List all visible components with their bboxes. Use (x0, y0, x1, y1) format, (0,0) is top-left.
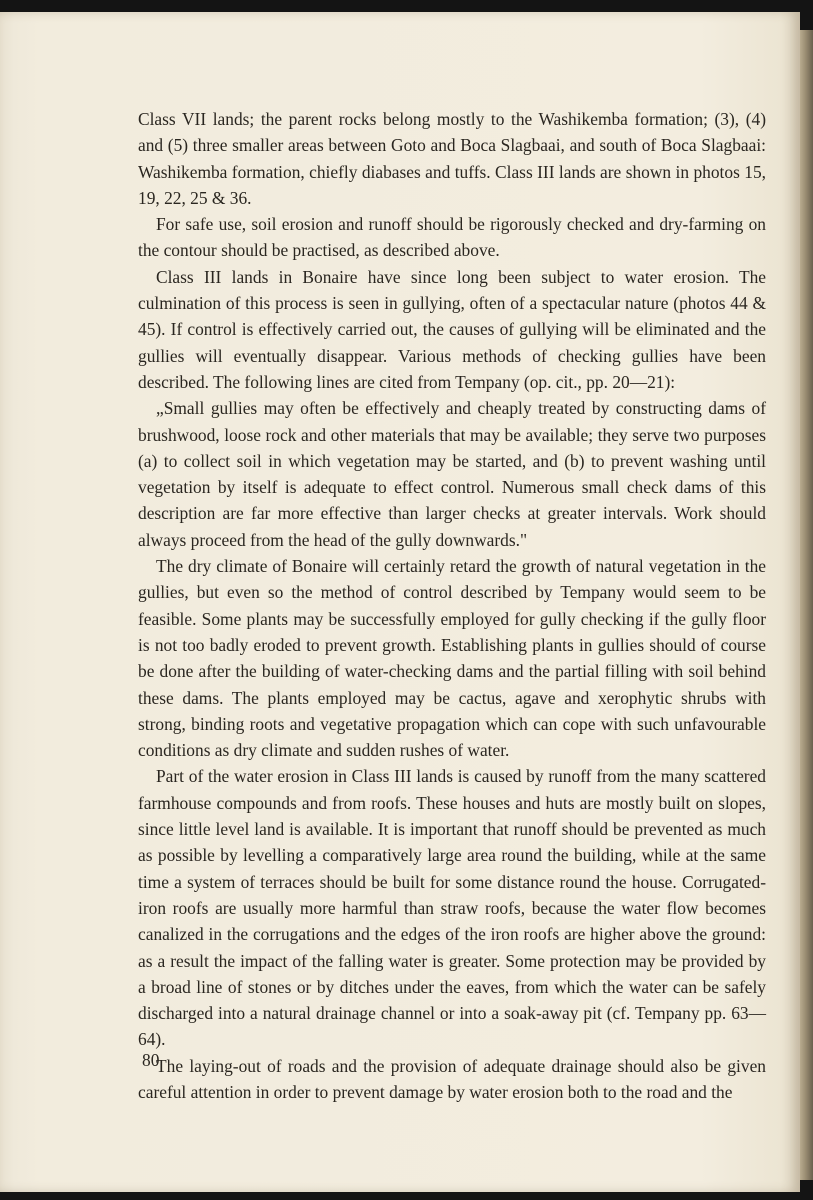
body-text (138, 106, 766, 1105)
paragraph-safe-use: For safe use, soil erosion and runoff should be rigorously checked and dry-farming on the contour should be practised, as described above. (138, 214, 766, 261)
paragraph-class-vii: Class VII lands; the parent rocks belong mostly to the Washikemba formation; (3), (4) and (5) three smaller areas between Goto and Boca Slagbaai, and south of Boca Slagbaai: Washikemba formation, chiefly diabases and tuffs. Class III lands are shown in photos 15, 19, 22, 25 & 36. (138, 109, 766, 208)
paragraph-tempany-quote: „Small gullies may often be effectively and cheaply treated by constructing dams of brushwood, loose rock and other materials that may be available; they serve two purposes (a) to collect soil in which vegetation may be started, and (b) to prevent washing until vegetation by itself is adequate to effect control. Numerous small check dams of this description are far more effective than larger checks at greater intervals. Work should always proceed from the head of the gully downwards." (138, 398, 766, 550)
book-page (0, 12, 800, 1192)
page-edge (800, 30, 813, 1180)
paragraph-farmhouse-runoff: Part of the water erosion in Class III lands is caused by runoff from the many scattered farmhouse compounds and from roofs. These houses and huts are mostly built on slopes, since little level land is available. It is important that runoff should be prevented as much as possible by levelling a comparatively large area round the building, while at the same time a system of terraces should be built for some distance round the house. Corrugated-iron roofs are usually more harmful than straw roofs, because the water flow becomes canalized in the corrugations and the edges of the iron roofs are higher above the ground: as a result the impact of the falling water is greater. Some protection may be provided by a broad line of stones or by ditches under the eaves, from which the water can be safely discharged into a natural drainage channel or into a soak-away pit (cf. Tempany pp. 63—64). (138, 766, 766, 1050)
page-number: 80 (142, 1050, 160, 1070)
paragraph-roads-drainage: The laying-out of roads and the provision of adequate drainage should also be given careful attention in order to prevent damage by water erosion both to the road and the (138, 1055, 766, 1102)
paragraph-water-erosion: Class III lands in Bonaire have since long been subject to water erosion. The culmination of this process is seen in gullying, often of a spectacular nature (photos 44 & 45). If control is effectively carried out, the causes of gullying will be eliminated and the gullies will eventually disappear. Various methods of checking gullies have been described. The following lines are cited from Tempany (op. cit., pp. 20—21): (138, 266, 766, 392)
paragraph-dry-climate: The dry climate of Bonaire will certainly retard the growth of natural vegetation in the gullies, but even so the method of control described by Tempany would seem to be feasible. Some plants may be successfully employed for gully checking if the gully floor is not too badly eroded to prevent growth. Establishing plants in gullies should of course be done after the building of water-checking dams and the partial filling with soil behind these dams. The plants employed may be cactus, agave and xerophytic shrubs with strong, binding roots and vegetative propagation which can cope with such unfavourable conditions as dry climate and sudden rushes of water. (138, 556, 766, 761)
